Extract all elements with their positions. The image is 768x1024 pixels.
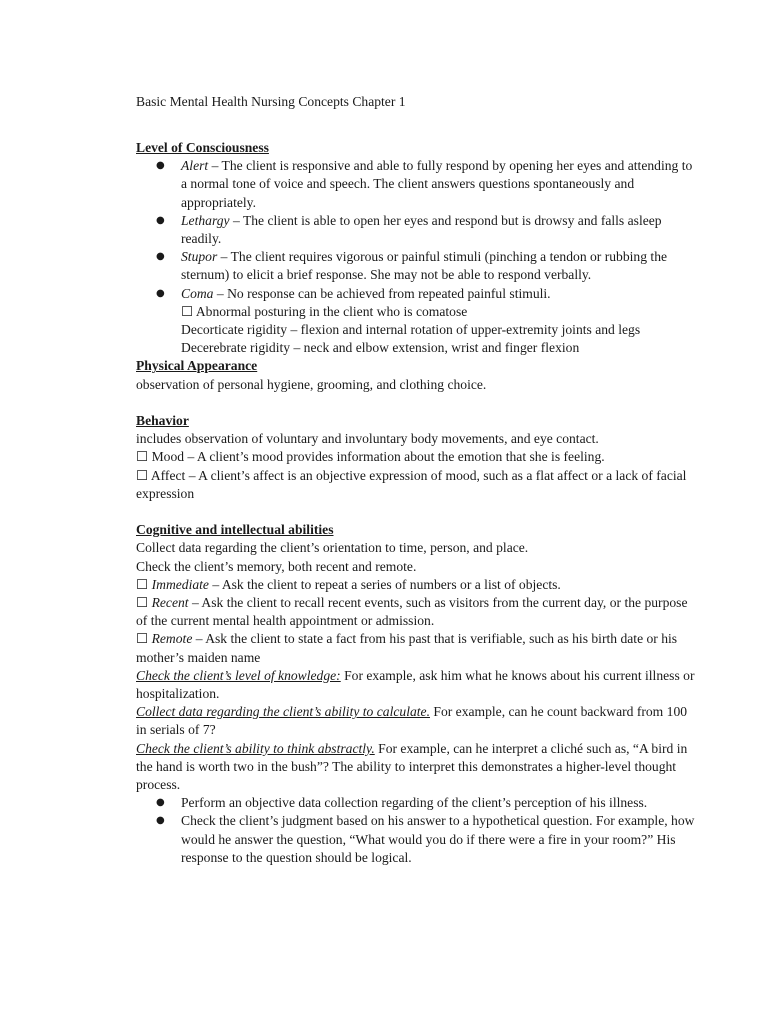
checkbox-glyph: ☐: [136, 576, 152, 592]
cognitive-heading: Cognitive and intellectual abilities: [136, 522, 334, 538]
cognitive-list: [136, 794, 696, 867]
definition: – The client is able to open her eyes and respond but is drowsy and falls asleep readily.: [181, 212, 662, 247]
definition: – The client is responsive and able to fully respond by opening her eyes and attending to a normal tone of voice and speech. The client answers questions spontaneously and appropriately.: [181, 158, 693, 210]
term: Stupor: [181, 249, 218, 265]
list-item: ● Perform an objective data collection regarding of the client’s perception of his illness.: [136, 794, 696, 812]
list-item: [136, 212, 696, 248]
memory-item-recent: [136, 594, 696, 630]
spacer: [136, 394, 696, 412]
loc-list: [136, 157, 696, 303]
memory-item-immediate: [136, 576, 696, 594]
term: Lethargy: [181, 212, 230, 228]
calculate-check: [136, 703, 696, 739]
knowledge-check: [136, 667, 696, 703]
definition: – Ask the client to state a fact from his past that is verifiable, such as his birth date or his mother’s maiden name: [136, 631, 678, 665]
term: Remote: [151, 631, 193, 647]
list-item: [136, 285, 696, 303]
orientation-line: Collect data regarding the client’s orientation to time, person, and place.: [136, 540, 529, 556]
check-text: For example, can he interpret a cliché such as, “A bird in the hand is worth two in the bush”? The ability to interpret this demonstrates a higher-level thought process.: [136, 740, 688, 793]
loc-heading: Level of Consciousness: [136, 140, 269, 155]
mood-line: ☐ Mood – A client’s mood provides information about the emotion that she is feeling.: [136, 449, 605, 465]
affect-line: ☐ Affect – A client’s affect is an objective expression of mood, such as a flat affect or a lack of facial expression: [136, 467, 687, 501]
definition: – The client requires vigorous or painful stimuli (pinching a tendon or rubbing the sternum) to elicit a brief response. She may not be able to respond verbally.: [181, 249, 668, 283]
document-body: [136, 139, 696, 867]
behavior-heading: Behavior: [136, 413, 189, 429]
list-item: [136, 248, 696, 284]
term: Coma: [181, 285, 214, 301]
physical-text: observation of personal hygiene, grooming, and clothing choice.: [136, 376, 487, 392]
list-item: [136, 157, 696, 212]
check-label: Check the client’s level of knowledge:: [136, 667, 341, 683]
definition: – No response can be achieved from repeated painful stimuli.: [213, 285, 551, 301]
abstract-check: [136, 740, 696, 795]
term: Immediate: [151, 576, 209, 592]
decerebrate-line: Decerebrate rigidity – neck and elbow extension, wrist and finger flexion: [181, 340, 580, 356]
definition: – Ask the client to recall recent events, such as visitors from the current day, or the purpose of the current mental health appointment or admission.: [136, 595, 688, 629]
memory-item-remote: [136, 630, 696, 666]
decorticate-line: Decorticate rigidity – flexion and internal rotation of upper-extremity joints and legs: [181, 322, 641, 338]
check-text: For example, can he count backward from 100 in serials of 7?: [136, 704, 688, 738]
check-text: For example, ask him what he knows about his current illness or hospitalization.: [136, 667, 695, 702]
definition: – Ask the client to repeat a series of numbers or a list of objects.: [208, 576, 561, 592]
check-label: Collect data regarding the client’s ability to calculate.: [136, 704, 430, 720]
spacer: [136, 503, 696, 521]
behavior-line: includes observation of voluntary and involuntary body movements, and eye contact.: [136, 431, 599, 447]
term: Alert: [181, 158, 209, 174]
posturing-line: ☐ Abnormal posturing in the client who is comatose: [181, 303, 468, 319]
physical-heading: Physical Appearance: [136, 358, 258, 374]
check-label: Check the client’s ability to think abstractly.: [136, 740, 375, 756]
list-item: ● Check the client’s judgment based on his answer to a hypothetical question. For example, how would he answer the question, “What would you do if there were a fire in your room?” His response to the question should be logical.: [136, 812, 696, 867]
document-title: Basic Mental Health Nursing Concepts Chapter 1: [136, 94, 406, 109]
checkbox-glyph: ☐: [136, 595, 152, 611]
memory-line: Check the client’s memory, both recent and remote.: [136, 558, 417, 574]
checkbox-glyph: ☐: [136, 631, 152, 647]
term: Recent: [151, 595, 189, 611]
